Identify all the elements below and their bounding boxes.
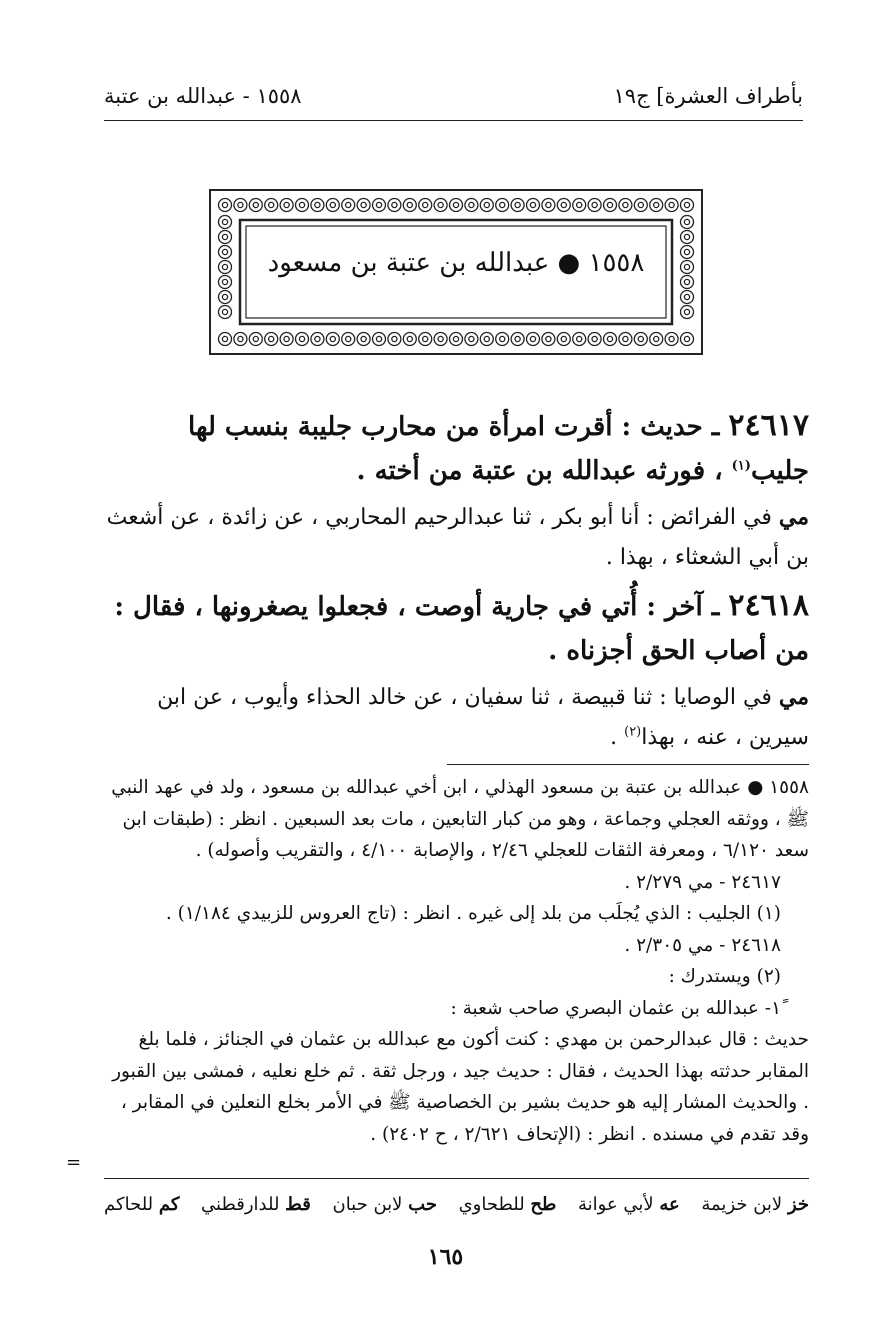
ornamental-frame (208, 188, 704, 356)
footnotes (104, 772, 809, 1150)
hadith-entry (104, 584, 809, 673)
hadith-source (104, 497, 809, 578)
abbreviation-item: قط للدارقطني (201, 1194, 311, 1215)
hadith-text-continued: ، فورثه عبدالله بن عتبة من أخته . (356, 456, 732, 486)
hadith-text: : أقرت امرأة من محارب جليبة بنسب لها جليب (188, 412, 809, 486)
hadith-entry (104, 404, 809, 493)
hadith-number: ٢٤٦١٨ (728, 588, 809, 623)
continuation-mark: = (66, 1152, 82, 1173)
hadith-label: آخر (665, 592, 703, 622)
footnote-line: ٢٤٦١٧ - مي ٢/٢٧٩ . (624, 871, 781, 893)
page-number: ١٦٥ (427, 1244, 464, 1270)
abbreviations-legend (104, 1190, 809, 1220)
header-entry-title: ١٥٥٨ - عبدالله بن عتبة (104, 84, 302, 108)
hadith-source (104, 677, 809, 758)
hadith-number: ٢٤٦١٧ (728, 408, 809, 443)
abbreviations-rule (104, 1178, 809, 1179)
hadith-text: : أُتي في جارية أوصت ، فجعلوا يصغرونها ، فقال : من أصاب الحق أجزناه . (114, 592, 809, 666)
abbreviation-item: حب لابن حبان (332, 1194, 437, 1215)
footnote-ref[interactable]: (٢) (624, 724, 642, 740)
source-tag: مي (778, 684, 809, 710)
header-book-title: بأطراف العشرة] ج١٩ (613, 84, 803, 108)
footnote-paragraph: حديث : قال عبدالرحمن بن مهدي : كنت أكون مع عبدالله بن عثمان في الجنائز ، فلما بلغ المقابر حدثته بهذا الحديث ، فقال : حديث جيد ، ورجل ثقة . ثم خلع نعليه ، فمشى بين القبور . والحديث المشار إليه هو حديث بشير بن الخصاصية ﷺ في الأمر بخلع النعلين في المقابر ، وقد تقدم في مسنده . انظر : (الإتحاف ٢/٦٢١ ، ح ٢٤٠٢) . (112, 1029, 809, 1145)
footnote-line: ١ً- عبدالله بن عثمان البصري صاحب شعبة : (450, 997, 781, 1019)
source-tag: مي (778, 504, 809, 530)
footnote-ref[interactable]: (١) (731, 458, 751, 474)
abbreviation-item: كم للحاكم (104, 1194, 180, 1215)
hadith-label: حديث (640, 412, 703, 442)
hadith-separator: ـ (702, 592, 729, 622)
hadith-separator: ـ (702, 412, 729, 442)
header-rule (104, 120, 803, 121)
entry-title: ١٥٥٨ ● عبدالله بن عتبة بن مسعود (267, 248, 645, 278)
source-text-end: . (610, 725, 625, 750)
abbreviation-item: خز لابن خزيمة (701, 1194, 809, 1215)
main-text (104, 404, 809, 764)
footnote-biography: ١٥٥٨ ● عبدالله بن عتبة بن مسعود الهذلي ، ابن أخي عبدالله بن مسعود ، ولد في عهد النبي ﷺ ، ووثقه العجلي وجماعة ، وهو من كبار التابعين ، مات بعد السبعين . انظر : (طبقات ابن سعد ٦/١٢٠ ، ومعرفة الثقات للعجلي ٢/٤٦ ، والإصابة ٤/١٠٠ ، والتقريب وأصوله) . (111, 777, 809, 861)
running-header (104, 84, 803, 118)
source-text: في الفرائض : أنا أبو بكر ، ثنا عبدالرحيم المحاربي ، عن زائدة ، عن أشعث بن أبي الشعثاء ، بهذا . (106, 505, 809, 570)
footnote-line: (١) الجليب : الذي يُجلَب من بلد إلى غيره . انظر : (تاج العروس للزبيدي ١/١٨٤) . (165, 903, 781, 924)
abbreviation-item: طح للطحاوي (458, 1194, 557, 1215)
source-text: في الوصايا : ثنا قبيصة ، ثنا سفيان ، عن خالد الحذاء وأيوب ، عن ابن سيرين ، عنه ، بهذا (157, 685, 809, 750)
abbreviation-item: عه لأبي عوانة (577, 1194, 680, 1215)
footnote-rule (447, 764, 809, 765)
footnote-line: ٢٤٦١٨ - مي ٢/٣٠٥ . (624, 934, 781, 956)
footnote-line: (٢) ويستدرك : (668, 966, 781, 987)
